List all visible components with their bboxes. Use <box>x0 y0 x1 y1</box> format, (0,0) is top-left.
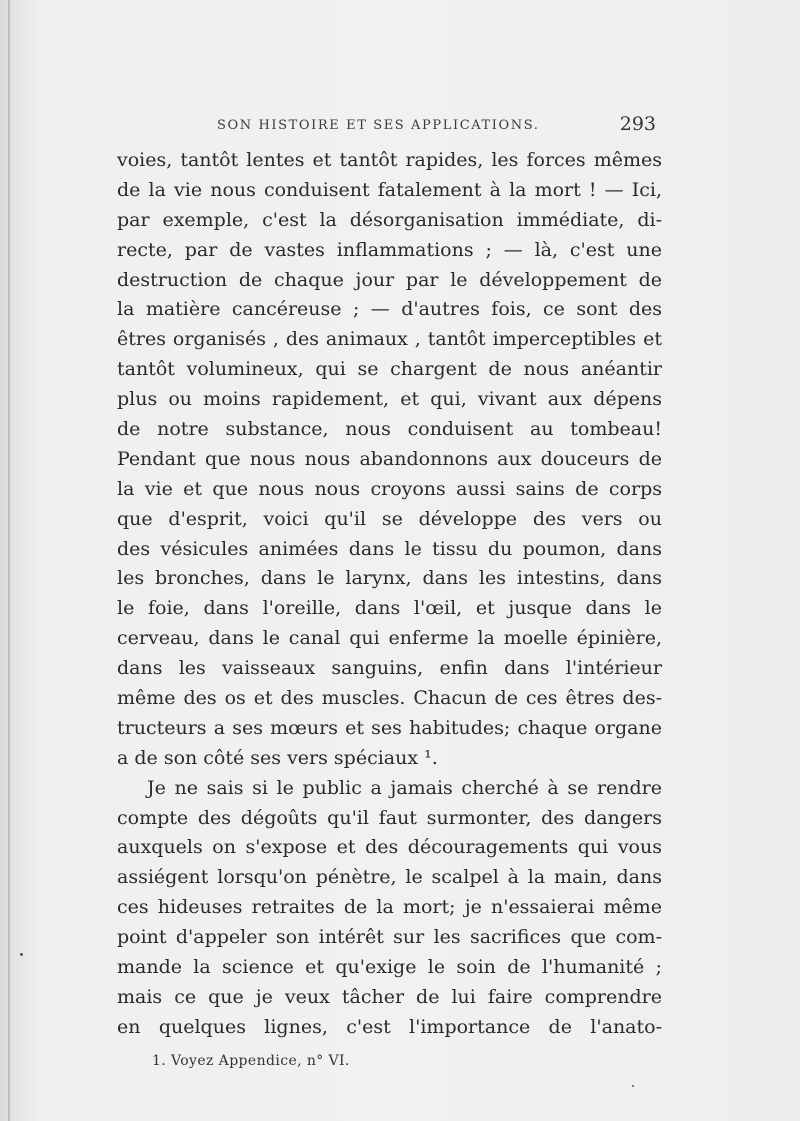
body-text <box>117 146 662 1043</box>
text-line: cerveau, dans le canal qui enferme la moelle épinière, <box>117 627 662 650</box>
text-line: destruction de chaque jour par le développement de <box>117 268 662 291</box>
paragraph-end-line: a de son côté ses vers spéciaux ¹. <box>117 746 438 769</box>
paragraph-start-line: Je ne sais si le public a jamais cherché à se rendre <box>147 776 662 799</box>
text-line: les bronches, dans le larynx, dans les intestins, dans <box>117 567 662 590</box>
text-line: êtres organisés , des animaux , tantôt imperceptibles et <box>117 328 662 351</box>
text-line: auxquels on s'expose et des découragements qui vous <box>117 836 662 859</box>
text-line: même des os et des muscles. Chacun de ces êtres des- <box>117 687 662 710</box>
text-line: tructeurs a ses mœurs et ses habitudes; chaque organe <box>117 716 662 739</box>
text-line: la vie et que nous nous croyons aussi sains de corps <box>117 477 662 500</box>
text-line: plus ou moins rapidement, et qui, vivant aux dépens <box>117 388 662 411</box>
text-line: de notre substance, nous conduisent au tombeau! <box>117 418 662 441</box>
text-line: voies, tantôt lentes et tantôt rapides, les forces mêmes <box>117 149 662 171</box>
text-line: Pendant que nous nous abandonnons aux douceurs de <box>117 447 662 470</box>
text-line: tantôt volumineux, qui se chargent de nous anéantir <box>117 358 662 381</box>
text-line: de la vie nous conduisent fatalement à la mort ! — Ici, <box>117 178 662 201</box>
text-line: la matière cancéreuse ; — d'autres fois, ce sont des <box>117 298 662 321</box>
binding-gutter <box>8 0 10 1121</box>
text-line: des vésicules animées dans le tissu du poumon, dans <box>117 537 662 560</box>
text-line: assiégent lorsqu'on pénètre, le scalpel à la main, dans <box>117 866 662 889</box>
text-line: le foie, dans l'oreille, dans l'œil, et jusque dans le <box>117 597 662 620</box>
paper-speck <box>20 953 23 956</box>
text-line: mais ce que je veux tâcher de lui faire comprendre <box>117 985 662 1008</box>
text-line: que d'esprit, voici qu'il se développe des vers ou <box>117 507 662 530</box>
text-line: ces hideuses retraites de la mort; je n'essaierai même <box>117 896 662 919</box>
page-header <box>205 113 660 137</box>
text-line: dans les vaisseaux sanguins, enfin dans l'intérieur <box>117 657 662 680</box>
text-line: par exemple, c'est la désorganisation immédiate, di- <box>117 208 662 231</box>
text-line: mande la science et qu'exige le soin de l'humanité ; <box>117 956 662 979</box>
text-line: en quelques lignes, c'est l'importance de l'anato- <box>117 1015 662 1038</box>
paper-speck <box>632 1085 634 1087</box>
text-line: compte des dégoûts qu'il faut surmonter, des dangers <box>117 806 662 829</box>
text-line: point d'appeler son intérêt sur les sacrifices que com- <box>117 926 662 949</box>
footnote: 1. Voyez Appendice, n° VI. <box>152 1053 350 1069</box>
page-number: 293 <box>619 113 656 135</box>
text-line: recte, par de vastes inflammations ; — là, c'est une <box>117 238 662 261</box>
running-title: SON HISTOIRE ET SES APPLICATIONS. <box>217 118 540 133</box>
